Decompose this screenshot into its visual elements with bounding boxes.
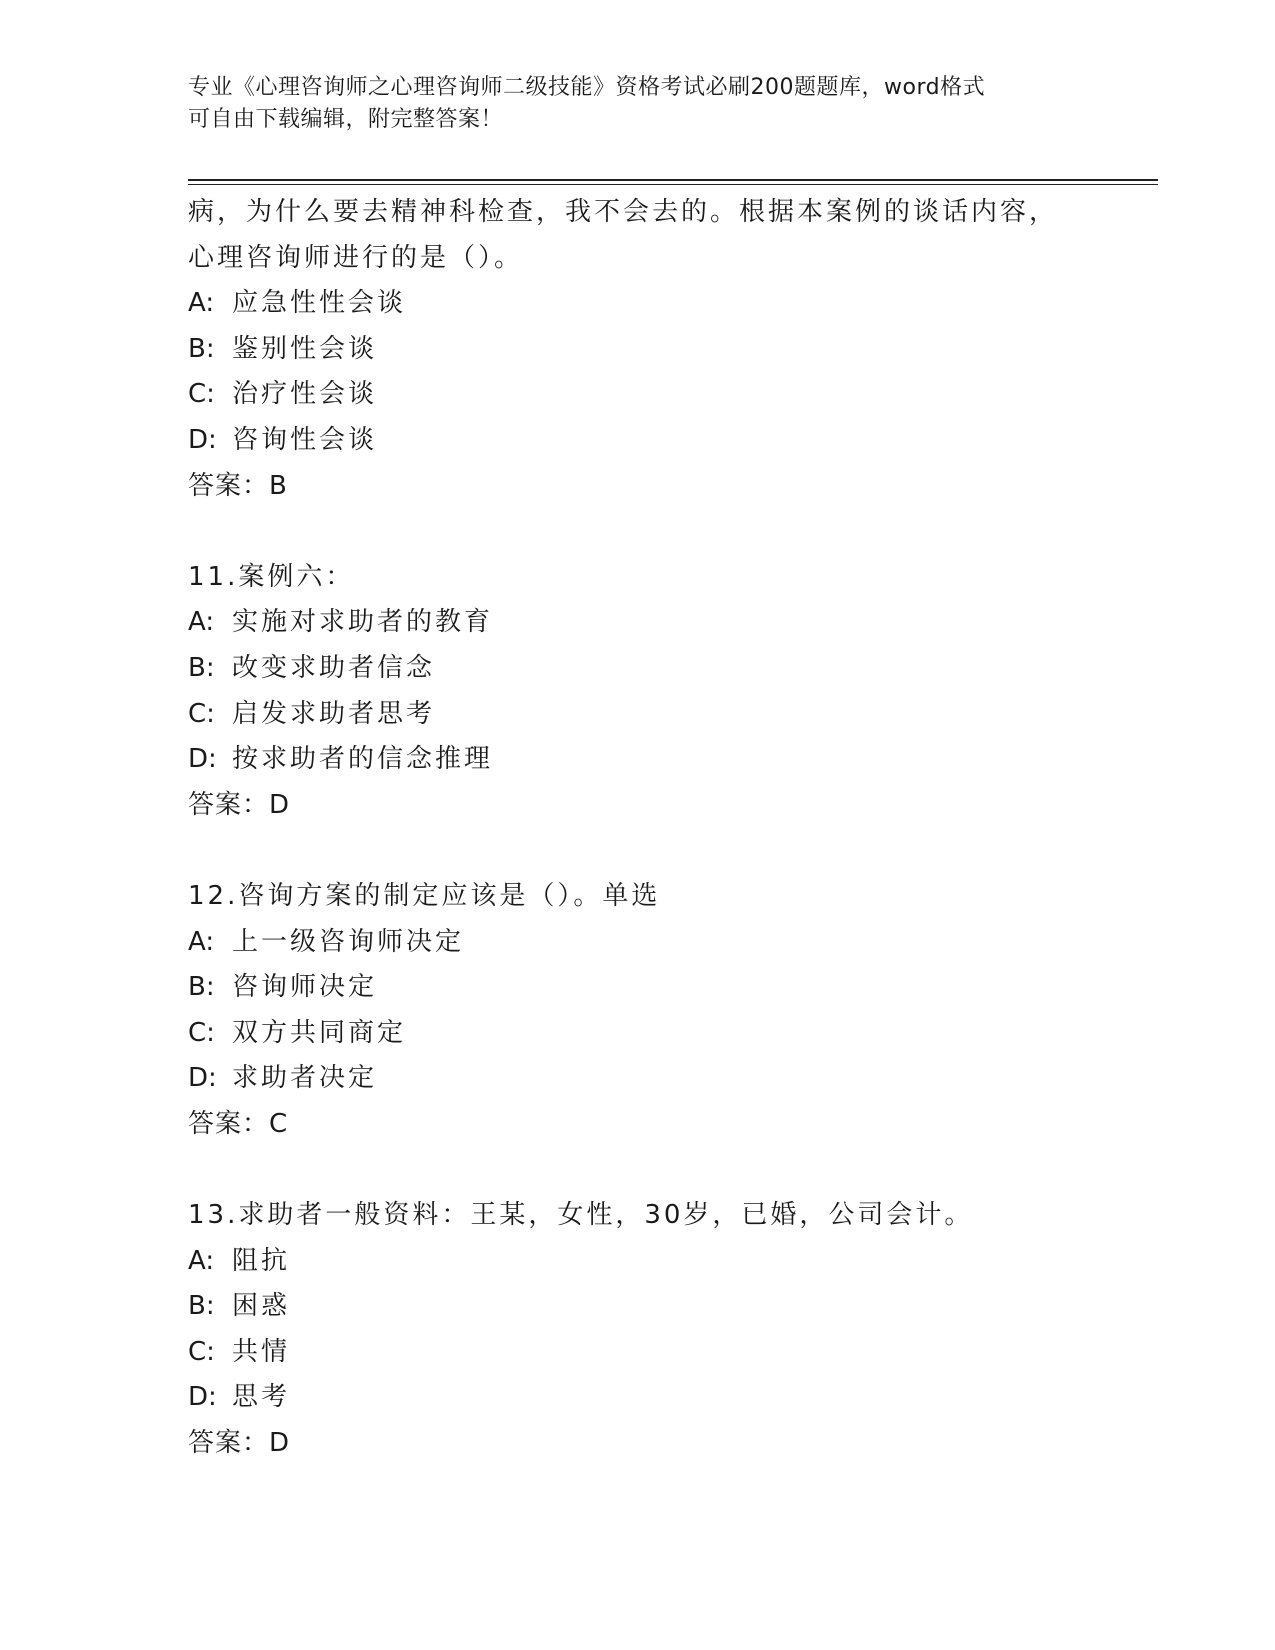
question-stem-line: 心理咨询师进行的是（）。 <box>188 242 524 273</box>
question-12 <box>188 874 1148 1148</box>
question-stem: 13.求助者一般资料：王某，女性，30岁，已婚，公司会计。 <box>188 1200 974 1231</box>
header-line-1: 专业《心理咨询师之心理咨询师二级技能》资格考试必刷200题题库，word格式 <box>188 75 986 100</box>
option-text: 按求助者的信念推理 <box>232 744 494 775</box>
document-header <box>188 72 1088 136</box>
option-d <box>188 737 1148 783</box>
option-letter: C: <box>188 1017 215 1048</box>
spacer <box>188 828 1148 874</box>
option-c <box>188 1011 1148 1057</box>
option-text: 咨询性会谈 <box>232 424 378 455</box>
option-letter: A: <box>188 1245 215 1276</box>
answer-line: 答案：B <box>188 470 288 501</box>
question-stem-line: 病，为什么要去精神科检查，我不会去的。根据本案例的谈话内容， <box>188 197 1059 227</box>
question-stem: 11.案例六： <box>188 561 355 592</box>
option-letter: C: <box>188 379 215 410</box>
option-a <box>188 1239 1148 1285</box>
option-text: 咨询师决定 <box>232 972 378 1003</box>
option-letter: A: <box>188 607 215 638</box>
option-letter: D: <box>188 744 217 775</box>
option-text: 困惑 <box>232 1291 291 1322</box>
question-13 <box>188 1193 1148 1467</box>
option-c <box>188 372 1148 418</box>
option-text: 双方共同商定 <box>232 1017 407 1048</box>
option-b <box>188 646 1148 692</box>
option-letter: D: <box>188 1382 217 1413</box>
option-text: 实施对求助者的教育 <box>232 607 494 638</box>
option-letter: D: <box>188 424 217 455</box>
document-body <box>188 190 1148 1467</box>
option-letter: C: <box>188 698 215 729</box>
spacer <box>188 1147 1148 1193</box>
header-line-2: 可自由下载编辑，附完整答案！ <box>188 107 504 132</box>
option-d <box>188 1375 1148 1421</box>
option-letter: B: <box>188 333 215 364</box>
option-d <box>188 1056 1148 1102</box>
answer-line: 答案：C <box>188 1108 289 1139</box>
option-letter: B: <box>188 972 215 1003</box>
option-text: 治疗性会谈 <box>232 379 378 410</box>
option-text: 思考 <box>232 1382 291 1413</box>
option-a <box>188 920 1148 966</box>
option-b <box>188 1284 1148 1330</box>
option-b <box>188 327 1148 373</box>
option-text: 应急性性会谈 <box>232 288 407 319</box>
option-a <box>188 600 1148 646</box>
answer-line: 答案：D <box>188 789 291 820</box>
option-text: 共情 <box>232 1336 291 1367</box>
option-c <box>188 1330 1148 1376</box>
option-c <box>188 692 1148 738</box>
option-text: 求助者决定 <box>232 1063 378 1094</box>
question-10-continued <box>188 190 1148 509</box>
option-a <box>188 281 1148 327</box>
spacer <box>188 509 1148 555</box>
option-letter: B: <box>188 1291 215 1322</box>
option-text: 启发求助者思考 <box>232 698 436 729</box>
option-text: 鉴别性会谈 <box>232 333 378 364</box>
option-d <box>188 418 1148 464</box>
option-letter: C: <box>188 1336 215 1367</box>
option-letter: A: <box>188 926 215 957</box>
answer-line: 答案：D <box>188 1428 291 1459</box>
option-letter: D: <box>188 1063 217 1094</box>
header-divider-thick <box>188 179 1158 181</box>
option-text: 阻抗 <box>232 1245 291 1276</box>
question-11 <box>188 555 1148 829</box>
header-divider-thin <box>188 184 1158 185</box>
option-text: 改变求助者信念 <box>232 652 436 683</box>
option-letter: A: <box>188 288 215 319</box>
option-letter: B: <box>188 652 215 683</box>
option-text: 上一级咨询师决定 <box>232 926 465 957</box>
option-b <box>188 965 1148 1011</box>
question-stem: 12.咨询方案的制定应该是（）。单选 <box>188 880 661 911</box>
